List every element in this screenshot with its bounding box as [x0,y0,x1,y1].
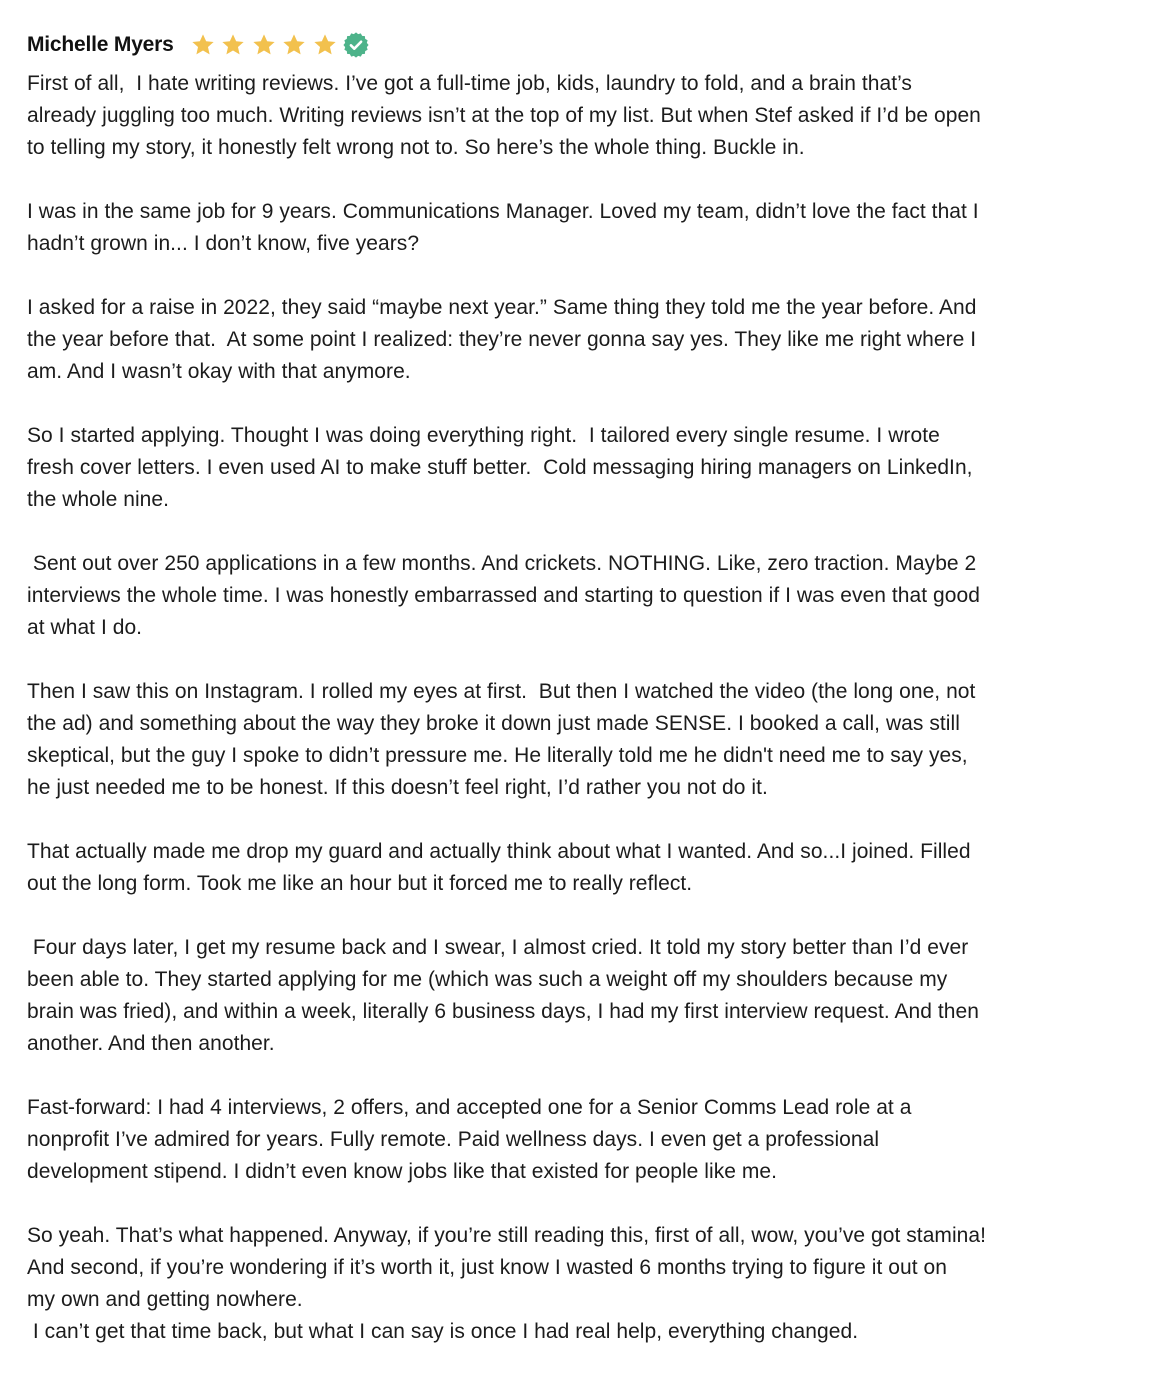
reviewer-name: Michelle Myers [27,33,174,56]
star-icon [251,32,277,58]
review-paragraph: So I started applying. Thought I was doing everything right. I tailored every single resume. I wrote fresh cover letters. I even used AI to make stuff better. Cold messaging hiring managers on LinkedIn, the whole nine. [27,424,973,511]
review-paragraph: So yeah. That’s what happened. Anyway, if you’re still reading this, first of all, wow, you’ve got stamina! And second, if you’re wondering if it’s worth it, just know I wasted 6 months trying to figure it out on my own and getting nowhere. I can’t get that time back, but what I can say is once I had real help, everything changed. [27,1224,987,1343]
star-rating [190,32,343,58]
review-card [27,28,1127,1348]
star-icon [190,32,216,58]
review-paragraph: Four days later, I get my resume back and I swear, I almost cried. It told my story better than I’d ever been able to. They started applying for me (which was such a weight off my shoulders because my brain was fried), and within a week, literally 6 business days, I had my first interview request. And then another. And then another. [27,936,979,1055]
star-icon [281,32,307,58]
review-paragraph: I was in the same job for 9 years. Communications Manager. Loved my team, didn’t love the fact that I hadn’t grown in... I don’t know, five years? [27,200,979,255]
review-body [27,68,1127,1348]
review-paragraph: Then I saw this on Instagram. I rolled my eyes at first. But then I watched the video (the long one, not the ad) and something about the way they broke it down just made SENSE. I booked a call, was still skeptical, but the guy I spoke to didn’t pressure me. He literally told me he didn't need me to say yes, he just needed me to be honest. If this doesn’t feel right, I’d rather you not do it. [27,680,976,799]
review-paragraph: I asked for a raise in 2022, they said “maybe next year.” Same thing they told me the year before. And the year before that. At some point I realized: they’re never gonna say yes. They like me right where I am. And I wasn’t okay with that anymore. [27,296,977,383]
star-icon [312,32,338,58]
review-paragraph: That actually made me drop my guard and actually think about what I wanted. And so...I joined. Filled out the long form. Took me like an hour but it forced me to really reflect. [27,840,971,895]
review-paragraph: First of all, I hate writing reviews. I’ve got a full-time job, kids, laundry to fold, and a brain that’s already juggling too much. Writing reviews isn’t at the top of my list. But when Stef asked if I’d be open to telling my story, it honestly felt wrong not to. So here’s the whole thing. Buckle in. [27,72,981,159]
review-paragraph: Fast-forward: I had 4 interviews, 2 offers, and accepted one for a Senior Comms Lead role at a nonprofit I’ve admired for years. Fully remote. Paid wellness days. I even get a professional development stipend. I didn’t even know jobs like that existed for people like me. [27,1096,912,1183]
review-header [27,28,1127,62]
review-paragraph: Sent out over 250 applications in a few months. And crickets. NOTHING. Like, zero traction. Maybe 2 interviews the whole time. I was honestly embarrassed and starting to question if I was even that good at what I do. [27,552,980,639]
verified-badge-icon [343,32,369,58]
star-icon [220,32,246,58]
